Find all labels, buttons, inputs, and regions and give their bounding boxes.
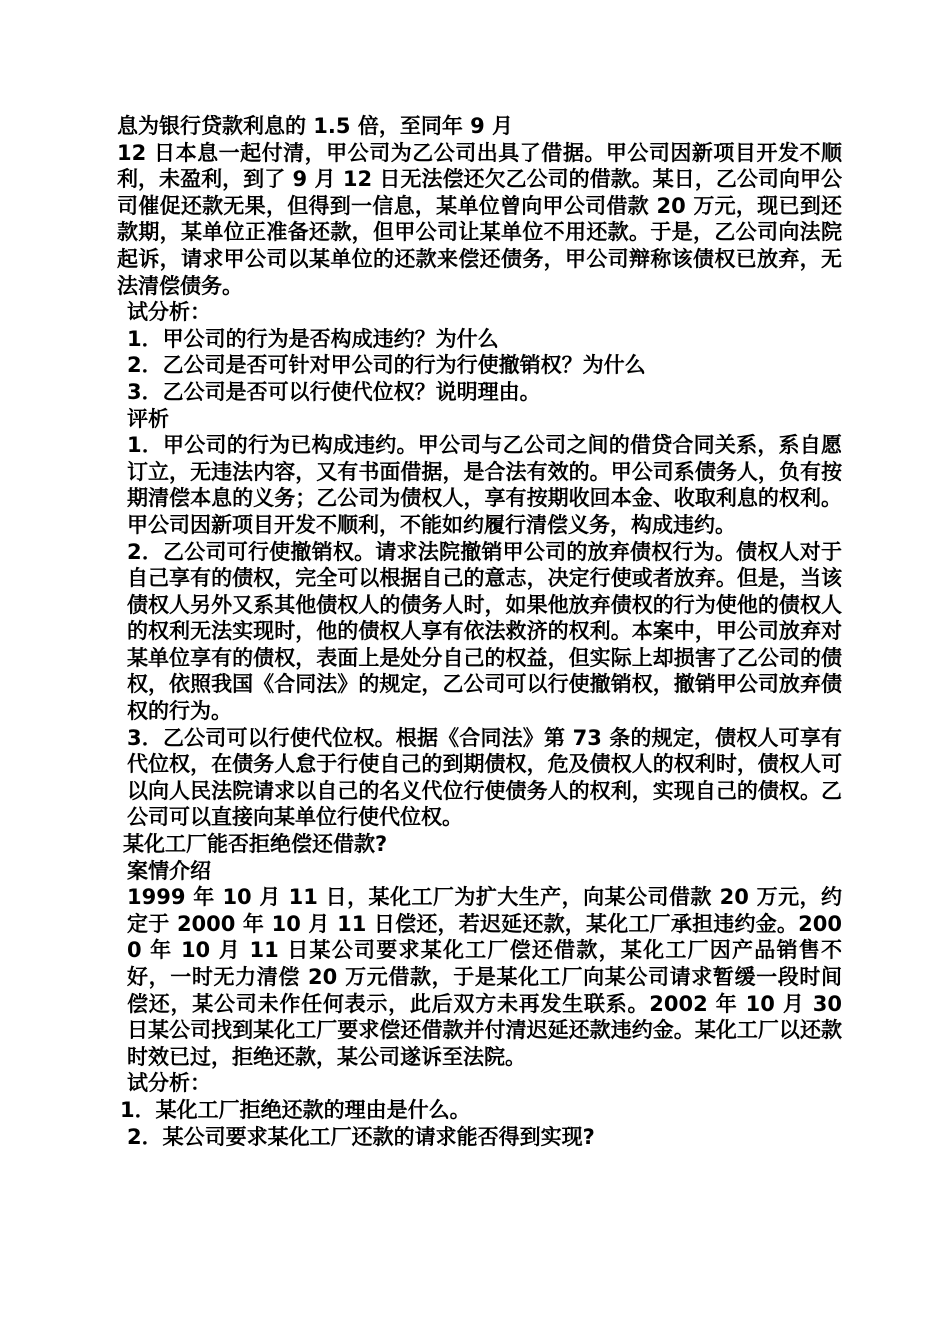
- answer-2: 2．乙公司可行使撤销权。请求法院撤销甲公司的放弃债权行为。债权人对于自己享有的债权，完全可以根据自己的意志，决定行使或者放弃。但是，当该债权人另外又系其他债权人的债务人时，如果他放弃债权的行为使他的债权人的权利无法实现时，他的债权人享有依法救济的权利。本案中，甲公司放弃对某单位享有的债权，表面上是处分自己的权益，但实际上却损害了乙公司的债权，依照我国《合同法》的规定，乙公司可以行使撤销权，撤销甲公司放弃债权的行为。: [127, 539, 842, 724]
- answer-1: 1．甲公司的行为已构成违约。甲公司与乙公司之间的借贷合同关系，系自愿订立，无违法内容，又有书面借据，是合法有效的。甲公司系债务人，负有按期清偿本息的义务；乙公司为债权人，享有按期收回本金、收取利息的权利。甲公司因新项目开发不顺利，不能如约履行清偿义务，构成违约。: [127, 433, 842, 537]
- heading-commentary: 评析: [127, 406, 169, 431]
- paragraph-case-facts: 12 日本息一起付清，甲公司为乙公司出具了借据。甲公司因新项目开发不顺利，未盈利，到了 9 月 12 日无法偿还欠乙公司的借款。某日，乙公司向甲公司催促还款无果，但得到一信息，某单位曾向甲公司借款 20 万元，现已到还款期，某单位正准备还款，但甲公司让某单位不用还款。于是，乙公司向法院起诉，请求甲公司以某单位的还款来偿还债务，甲公司辩称该债权已放弃，无法清偿债务。: [117, 140, 842, 298]
- heading-analysis-1: 试分析：: [127, 300, 211, 325]
- heading-analysis-2: 试分析：: [127, 1071, 211, 1096]
- paragraph-case-2-facts: 1999 年 10 月 11 日，某化工厂为扩大生产，向某公司借款 20 万元，约定于 2000 年 10 月 11 日偿还，若迟延还款，某化工厂承担违约金。2000 年 10 月 11 日某公司要求某化工厂偿还借款，某化工厂因产品销售不好，一时无力清偿 20 万元借款，于是某化工厂向某公司请求暂缓一段时间偿还，某公司未作任何表示，此后双方未再发生联系。2002 年 10 月 30 日某公司找到某化工厂要求偿还借款并付清迟延还款违约金。某化工厂以还款时效已过，拒绝还款，某公司遂诉至法院。: [127, 885, 842, 1069]
- question-2-2: 2．某公司要求某化工厂还款的请求能否得到实现?: [127, 1124, 595, 1149]
- question-3: 3．乙公司是否可以行使代位权？说明理由。: [127, 379, 541, 404]
- heading-case-intro: 案情介绍: [127, 858, 211, 883]
- case-title: 某化工厂能否拒绝偿还借款?: [123, 832, 388, 857]
- question-1: 1．甲公司的行为是否构成违约？为什么: [127, 326, 499, 351]
- question-2-1: 1．某化工厂拒绝还款的理由是什么。: [120, 1097, 471, 1122]
- question-2: 2．乙公司是否可针对甲公司的行为行使撤销权？为什么: [127, 353, 646, 378]
- answer-3: 3．乙公司可以行使代位权。根据《合同法》第 73 条的规定，债权人可享有代位权，在债务人怠于行使自己的到期债权，危及债权人的权利时，债权人可以向人民法院请求以自己的名义代位行使债务人的权利，实现自己的债权。乙公司可以直接向某单位行使代位权。: [127, 725, 842, 830]
- document-body: [117, 113, 842, 1150]
- paragraph-intro-fragment: 息为银行贷款利息的 1.5 倍，至同年 9 月: [117, 114, 514, 138]
